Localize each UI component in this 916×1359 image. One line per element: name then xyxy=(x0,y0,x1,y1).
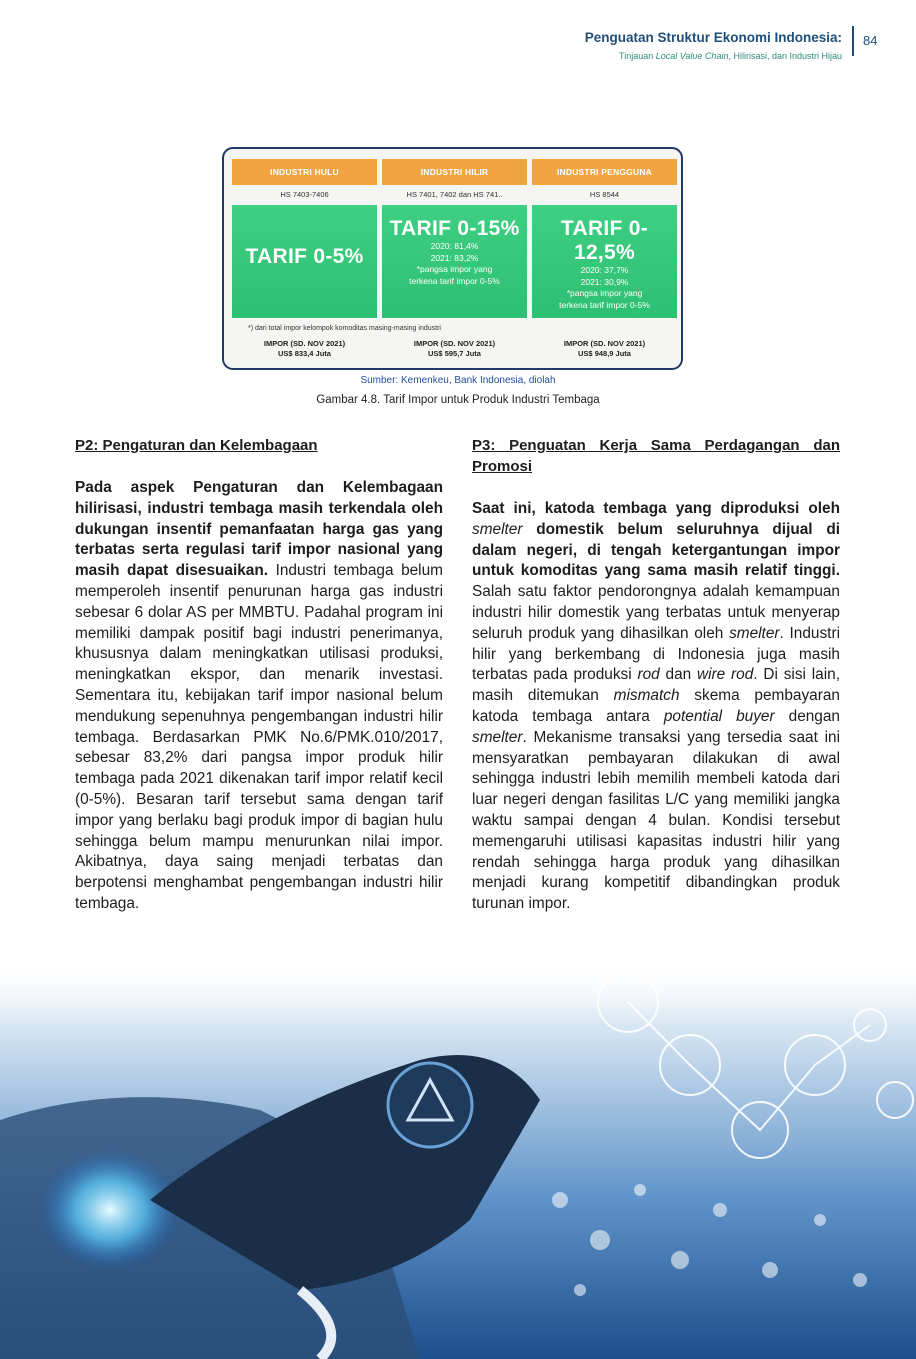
tariff-value: TARIF 0-12,5% xyxy=(560,217,649,264)
column-hs: HS 8544 xyxy=(589,190,620,199)
section-heading-p2: P2: Pengaturan dan Kelembagaan xyxy=(75,437,318,454)
figure-footnote: *) dari total impor kelompok komoditas masing-masing industri xyxy=(248,325,441,332)
section-heading-p3: P3: Penguatan Kerja Sama Perdagangan dan Promosi xyxy=(472,437,840,475)
tariff-figure xyxy=(222,147,683,370)
figure-column-hilir xyxy=(382,159,527,318)
left-column xyxy=(75,435,443,915)
warning-badge xyxy=(388,1063,472,1147)
tariff-value: TARIF 0-5% xyxy=(245,245,364,268)
tariff-box xyxy=(232,205,377,318)
charging-port-glow xyxy=(40,1150,180,1270)
column-head: INDUSTRI HULU xyxy=(232,159,377,185)
tariff-value: TARIF 0-15% xyxy=(389,217,520,240)
column-head: INDUSTRI PENGGUNA xyxy=(532,159,677,185)
right-column xyxy=(472,435,840,915)
import-hilir: IMPOR (SD. NOV 2021) US$ 595,7 Juta xyxy=(413,339,496,358)
ev-charging-illustration xyxy=(0,960,916,1359)
header-title: Penguatan Struktur Ekonomi Indonesia: xyxy=(584,30,842,45)
column-hs: HS 7403-7406 xyxy=(280,190,329,199)
running-header xyxy=(585,30,842,63)
tariff-box: TARIF 0-15% 2020: 81,4% 2021: 83,2% *pangsa impor yang terkena tarif impor 0-5% xyxy=(382,205,527,318)
paragraph-p3: Saat ini, katoda tembaga yang diproduksi oleh smelter domestik belum seluruhnya dijual di dalam negeri, di tengah ketergantungan impor untuk komoditas yang sama masih relatif tinggi. Salah satu faktor pendorongnya adalah kemampuan industri hilir domestik yang terbatas untuk menyerap seluruh produk yang dihasilkan oleh smelter. Industri hilir yang berkembang di Indonesia juga masih terbatas pada produksi rod dan wire rod. Di sisi lain, masih ditemukan mismatch skema pembayaran katoda tembaga antara potential buyer dengan smelter. Mekanisme transaksi yang tersedia saat ini mensyaratkan pembayaran dilakukan di awal sehingga industri lebih memilih membeli katoda dari luar negeri dengan fasilitas L/C yang memiliki jangka waktu sampai dengan 4 bulan. Kondisi tersebut memengaruhi utilisasi kapasitas industri hilir yang rendah sehingga harga produk yang dihasilkan menjadi kurang kompetitif dibandingkan produk turunan impor. xyxy=(472,500,840,913)
column-head: INDUSTRI HILIR xyxy=(382,159,527,185)
header-subtitle: Tinjauan Local Value Chain, Hilirisasi, dan Industri Hijau xyxy=(619,51,842,61)
tariff-box: TARIF 0-12,5% 2020: 37,7% 2021: 30,9% *pangsa impor yang terkena tarif impor 0-5% xyxy=(532,205,677,318)
figure-source: Sumber: Kemenkeu, Bank Indonesia, diolah xyxy=(360,375,556,386)
figure-column-pengguna xyxy=(532,159,677,318)
import-hulu: IMPOR (SD. NOV 2021) US$ 833,4 Juta xyxy=(263,339,346,358)
import-pengguna: IMPOR (SD. NOV 2021) US$ 948,9 Juta xyxy=(563,339,646,358)
paragraph-p2: Pada aspek Pengaturan dan Kelembagaan hilirisasi, industri tembaga masih terkendala oleh dukungan insentif pemanfaatan harga gas yang terbatas serta regulasi tarif impor nasional yang masih dapat disesuaikan. Industri tembaga belum memperoleh insentif penurunan harga gas industri sebesar 6 dolar AS per MMBTU. Padahal program ini memiliki dampak positif bagi industri penerimanya, khususnya dalam meningkatkan utilisasi produksi, meningkatkan ekspor, dan menarik investasi. Sementara itu, kebijakan tarif impor nasional belum mendukung sepenuhnya pengembangan industri hilir tembaga. Berdasarkan PMK No.6/PMK.010/2017, sebesar 83,2% dari pangsa impor produk hilir tembaga pada 2021 dikenakan tarif impor relatif kecil (0-5%). Besaran tarif tersebut sama dengan tarif impor yang berlaku bagi produk impor di bagian hulu sehingga belum mampu menurunkan nilai impor. Akibatnya, daya saing menjadi terbatas dan berpotensi menghambat pengembangan industri hilir tembaga. xyxy=(75,479,443,912)
column-hs: HS 7401, 7402 dan HS 741.. xyxy=(406,190,503,199)
page-number: 84 xyxy=(852,26,877,56)
figure-caption: Gambar 4.8. Tarif Impor untuk Produk Industri Tembaga xyxy=(316,394,600,406)
figure-column-hulu xyxy=(232,159,377,318)
